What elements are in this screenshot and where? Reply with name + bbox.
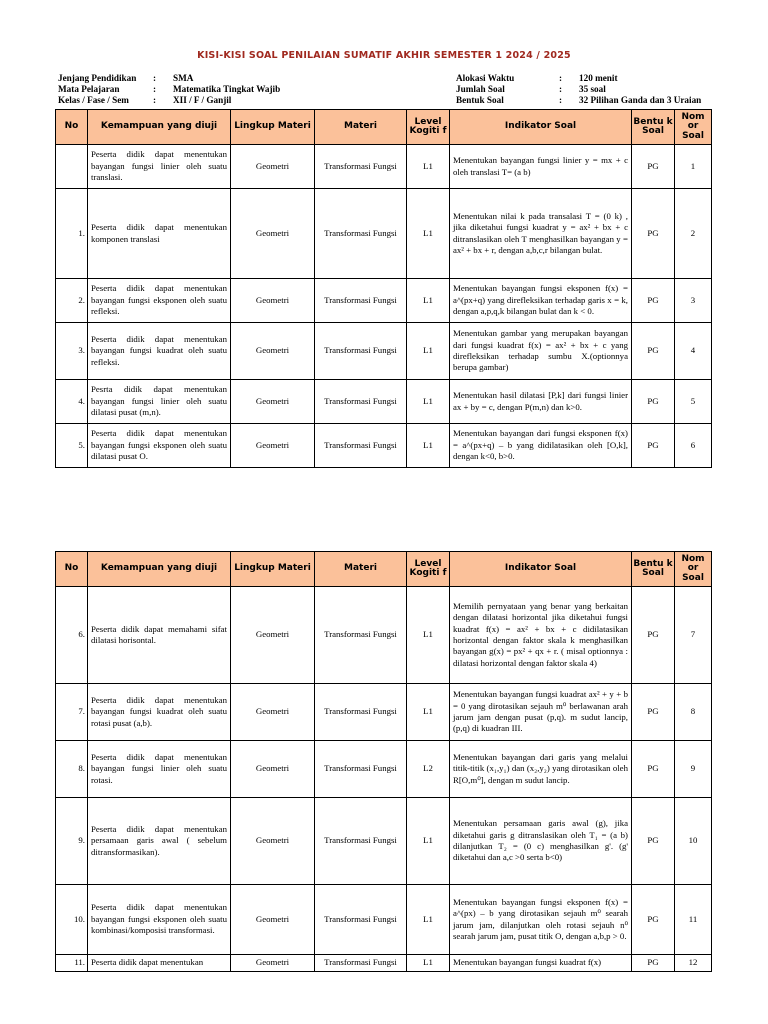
meta-value: XII / F / Ganjil [173,95,232,105]
header-materi: Materi [315,552,407,587]
cell-indikator: Menentukan bayangan fungsi eksponen f(x) = a^(px) – b yang dirotasikan sejauh m⁰ searah jarum jam, dilanjutkan oleh rotasi sejauh n⁰ searah jarum jam, pusat titik O, dengan a,b,p > 0. [450,885,632,955]
cell-level: L1 [407,424,450,468]
meta-key: Jenjang Pendidikan [58,73,137,83]
cell-materi: Transformasi Fungsi [315,741,407,798]
cell-indikator: Menentukan bayangan fungsi kuadrat ax² + y + b = 0 yang dirotasikan sejauh m⁰ berlawanan arah jarum jam dengan pusat (p,q). m sudut lancip, (p,q) di kuadran III. [450,684,632,741]
meta-row [58,73,280,84]
meta-colon: : [153,84,157,94]
cell-kemampuan: Peserta didik dapat menentukan bayangan fungsi kuadrat oleh suatu rotasi pusat (a,b). [88,684,231,741]
meta-key: Bentuk Soal [456,95,504,105]
cell-kemampuan: Peserta didik dapat menentukan bayangan fungsi kuadrat oleh suatu refleksi. [88,323,231,380]
cell-kemampuan: Peserta didik dapat menentukan [88,955,231,972]
cell-kemampuan: Peserta didik dapat menentukan bayangan fungsi eksponen oleh suatu kombinasi/komposisi transformasi. [88,885,231,955]
cell-level: L1 [407,189,450,279]
meta-colon: : [153,95,157,105]
cell-nomor: 2 [675,189,712,279]
cell-materi: Transformasi Fungsi [315,798,407,885]
cell-materi: Transformasi Fungsi [315,587,407,684]
kisi-kisi-table-2 [55,551,712,972]
header-lingkup: Lingkup Materi [231,552,315,587]
cell-no: 11. [56,955,88,972]
header-row [56,552,712,587]
header-materi: Materi [315,110,407,145]
cell-level: L1 [407,885,450,955]
meta-key: Alokasi Waktu [456,73,515,83]
meta-colon: : [153,73,157,83]
cell-indikator: Menentukan gambar yang merupakan bayangan dari fungsi kuadrat f(x) = ax² + bx + c yang direfleksikan terhadap sumbu X.(optionnya berupa gambar) [450,323,632,380]
cell-kemampuan: Pesrta didik dapat menentukan bayangan fungsi linier oleh suatu dilatasi pusat (m,n). [88,380,231,424]
cell-kemampuan: Peserta didik dapat menentukan persamaan garis awal ( sebelum ditransformasikan). [88,798,231,885]
cell-bentuk: PG [632,279,675,323]
cell-level: L1 [407,798,450,885]
cell-kemampuan: Peserta didik dapat menentukan bayangan fungsi eksponen oleh suatu refleksi. [88,279,231,323]
meta-colon: : [559,95,563,105]
meta-row [456,84,701,95]
cell-indikator: Menentukan hasil dilatasi [P,k] dari fungsi linier ax + by = c, dengan P(m,n) dan k>0. [450,380,632,424]
header-lingkup: Lingkup Materi [231,110,315,145]
table-row [56,279,712,323]
cell-bentuk: PG [632,380,675,424]
cell-level: L1 [407,323,450,380]
cell-indikator: Menentukan bayangan fungsi eksponen f(x) = a^(px+q) yang direfleksikan terhadap garis x = k, dengan a,p,q,k bilangan bulat dan k < 0. [450,279,632,323]
cell-nomor: 4 [675,323,712,380]
cell-materi: Transformasi Fungsi [315,424,407,468]
meta-value: 32 Pilihan Ganda dan 3 Uraian [579,95,702,105]
meta-value: SMA [173,73,194,83]
header-indikator: Indikator Soal [450,110,632,145]
table-row [56,424,712,468]
cell-indikator: Menentukan persamaan garis awal (g), jika diketahui garis g ditranslasikan oleh T₁ = (a b) dilanjutkan T₂ = (0 c) menghasilkan g'. (g' diketahui dan a,c >0 serta b<0) [450,798,632,885]
cell-indikator: Memilih pernyataan yang benar yang berkaitan dengan dilatasi horizontal jika diketahui fungsi kuadrat f(x) = ax² + bx + c didilatasikan horizontal dengan faktor skala k menghasilkan bayangan g(x) = px² + qx + r. ( misal optionnya : dilatasi horizontal dengan faktor skala 4) [450,587,632,684]
cell-nomor: 9 [675,741,712,798]
cell-nomor: 3 [675,279,712,323]
cell-lingkup: Geometri [231,587,315,684]
cell-nomor: 7 [675,587,712,684]
cell-bentuk: PG [632,323,675,380]
cell-no [56,145,88,189]
cell-indikator: Menentukan bayangan dari garis yang melalui titik-titik (x₁,y₁) dan (x₂,y₂) yang dirotasikan oleh R[O,m⁰], dengan m sudut lancip. [450,741,632,798]
cell-no: 5. [56,424,88,468]
cell-indikator: Menentukan bayangan dari fungsi eksponen f(x) = a^(px+q) – b yang didilatasikan oleh [O,k], dengan k<0, b>0. [450,424,632,468]
table-row [56,955,712,972]
cell-bentuk: PG [632,741,675,798]
cell-materi: Transformasi Fungsi [315,323,407,380]
cell-level: L1 [407,587,450,684]
cell-no: 4. [56,380,88,424]
cell-no: 2. [56,279,88,323]
cell-materi: Transformasi Fungsi [315,189,407,279]
table-body [56,587,712,972]
cell-lingkup: Geometri [231,684,315,741]
cell-level: L1 [407,145,450,189]
header-row [56,110,712,145]
cell-level: L1 [407,279,450,323]
header-kemampuan: Kemampuan yang diuji [88,552,231,587]
cell-lingkup: Geometri [231,145,315,189]
cell-no: 10. [56,885,88,955]
cell-kemampuan: Peserta didik dapat menentukan bayangan fungsi linier oleh suatu translasi. [88,145,231,189]
meta-value: 120 menit [579,73,618,83]
cell-nomor: 11 [675,885,712,955]
cell-level: L1 [407,380,450,424]
cell-nomor: 8 [675,684,712,741]
cell-no: 3. [56,323,88,380]
header-no: No [56,110,88,145]
cell-nomor: 12 [675,955,712,972]
meta-row [456,95,701,106]
cell-indikator: Menentukan bayangan fungsi linier y = mx + c oleh translasi T= (a b) [450,145,632,189]
table-row [56,684,712,741]
meta-row [456,73,701,84]
cell-no: 8. [56,741,88,798]
cell-indikator: Menentukan nilai k pada transalasi T = (0 k) , jika diketahui fungsi kuadrat y = ax² + bx + c ditranslasikan oleh T menghasilkan bayangan y = ax² + bx + r, dengan a,b,c,r bilangan bulat. [450,189,632,279]
cell-lingkup: Geometri [231,798,315,885]
header-kemampuan: Kemampuan yang diuji [88,110,231,145]
header-level: Level Kogiti f [407,110,450,145]
meta-right [456,73,701,106]
meta-row [58,84,280,95]
meta-value: 35 soal [579,84,606,94]
meta-key: Mata Pelajaran [58,84,120,94]
table-row [56,741,712,798]
cell-materi: Transformasi Fungsi [315,279,407,323]
table-row [56,885,712,955]
table-row [56,380,712,424]
meta-value: Matematika Tingkat Wajib [173,84,281,94]
header-nomor: Nom or Soal [675,110,712,145]
cell-level: L1 [407,955,450,972]
cell-lingkup: Geometri [231,189,315,279]
meta-key: Jumlah Soal [456,84,505,94]
meta-row [58,95,280,106]
table-row [56,323,712,380]
cell-no: 9. [56,798,88,885]
cell-no: 1. [56,189,88,279]
header-level: Level Kogiti f [407,552,450,587]
cell-lingkup: Geometri [231,424,315,468]
header-indikator: Indikator Soal [450,552,632,587]
cell-bentuk: PG [632,587,675,684]
cell-lingkup: Geometri [231,323,315,380]
cell-materi: Transformasi Fungsi [315,885,407,955]
cell-no: 7. [56,684,88,741]
cell-kemampuan: Peserta didik dapat menentukan bayangan fungsi eksponen oleh suatu dilatasi pusat O. [88,424,231,468]
cell-materi: Transformasi Fungsi [315,684,407,741]
meta-colon: : [559,73,563,83]
cell-lingkup: Geometri [231,380,315,424]
table-body [56,145,712,468]
cell-indikator: Menentukan bayangan fungsi kuadrat f(x) [450,955,632,972]
header-bentuk: Bentu k Soal [632,110,675,145]
table-row [56,798,712,885]
cell-lingkup: Geometri [231,955,315,972]
table-row [56,587,712,684]
cell-lingkup: Geometri [231,279,315,323]
cell-bentuk: PG [632,424,675,468]
meta-key: Kelas / Fase / Sem [58,95,129,105]
cell-nomor: 10 [675,798,712,885]
cell-lingkup: Geometri [231,885,315,955]
header-bentuk: Bentu k Soal [632,552,675,587]
cell-bentuk: PG [632,145,675,189]
cell-materi: Transformasi Fungsi [315,380,407,424]
cell-level: L2 [407,741,450,798]
meta-colon: : [559,84,563,94]
cell-kemampuan: Peserta didik dapat memahami sifat dilatasi horisontal. [88,587,231,684]
meta-left [58,73,280,106]
document-title: KISI-KISI SOAL PENILAIAN SUMATIF AKHIR SEMESTER 1 2024 / 2025 [197,50,571,61]
cell-level: L1 [407,684,450,741]
cell-kemampuan: Peserta didik dapat menentukan komponen translasi [88,189,231,279]
cell-lingkup: Geometri [231,741,315,798]
cell-no: 6. [56,587,88,684]
cell-nomor: 6 [675,424,712,468]
table-row [56,189,712,279]
cell-materi: Transformasi Fungsi [315,955,407,972]
table-row [56,145,712,189]
cell-bentuk: PG [632,885,675,955]
cell-bentuk: PG [632,684,675,741]
cell-kemampuan: Peserta didik dapat menentukan bayangan fungsi linier oleh suatu rotasi. [88,741,231,798]
cell-bentuk: PG [632,955,675,972]
header-nomor: Nom or Soal [675,552,712,587]
kisi-kisi-table-1 [55,109,712,468]
cell-bentuk: PG [632,798,675,885]
cell-nomor: 1 [675,145,712,189]
cell-materi: Transformasi Fungsi [315,145,407,189]
header-no: No [56,552,88,587]
cell-bentuk: PG [632,189,675,279]
cell-nomor: 5 [675,380,712,424]
